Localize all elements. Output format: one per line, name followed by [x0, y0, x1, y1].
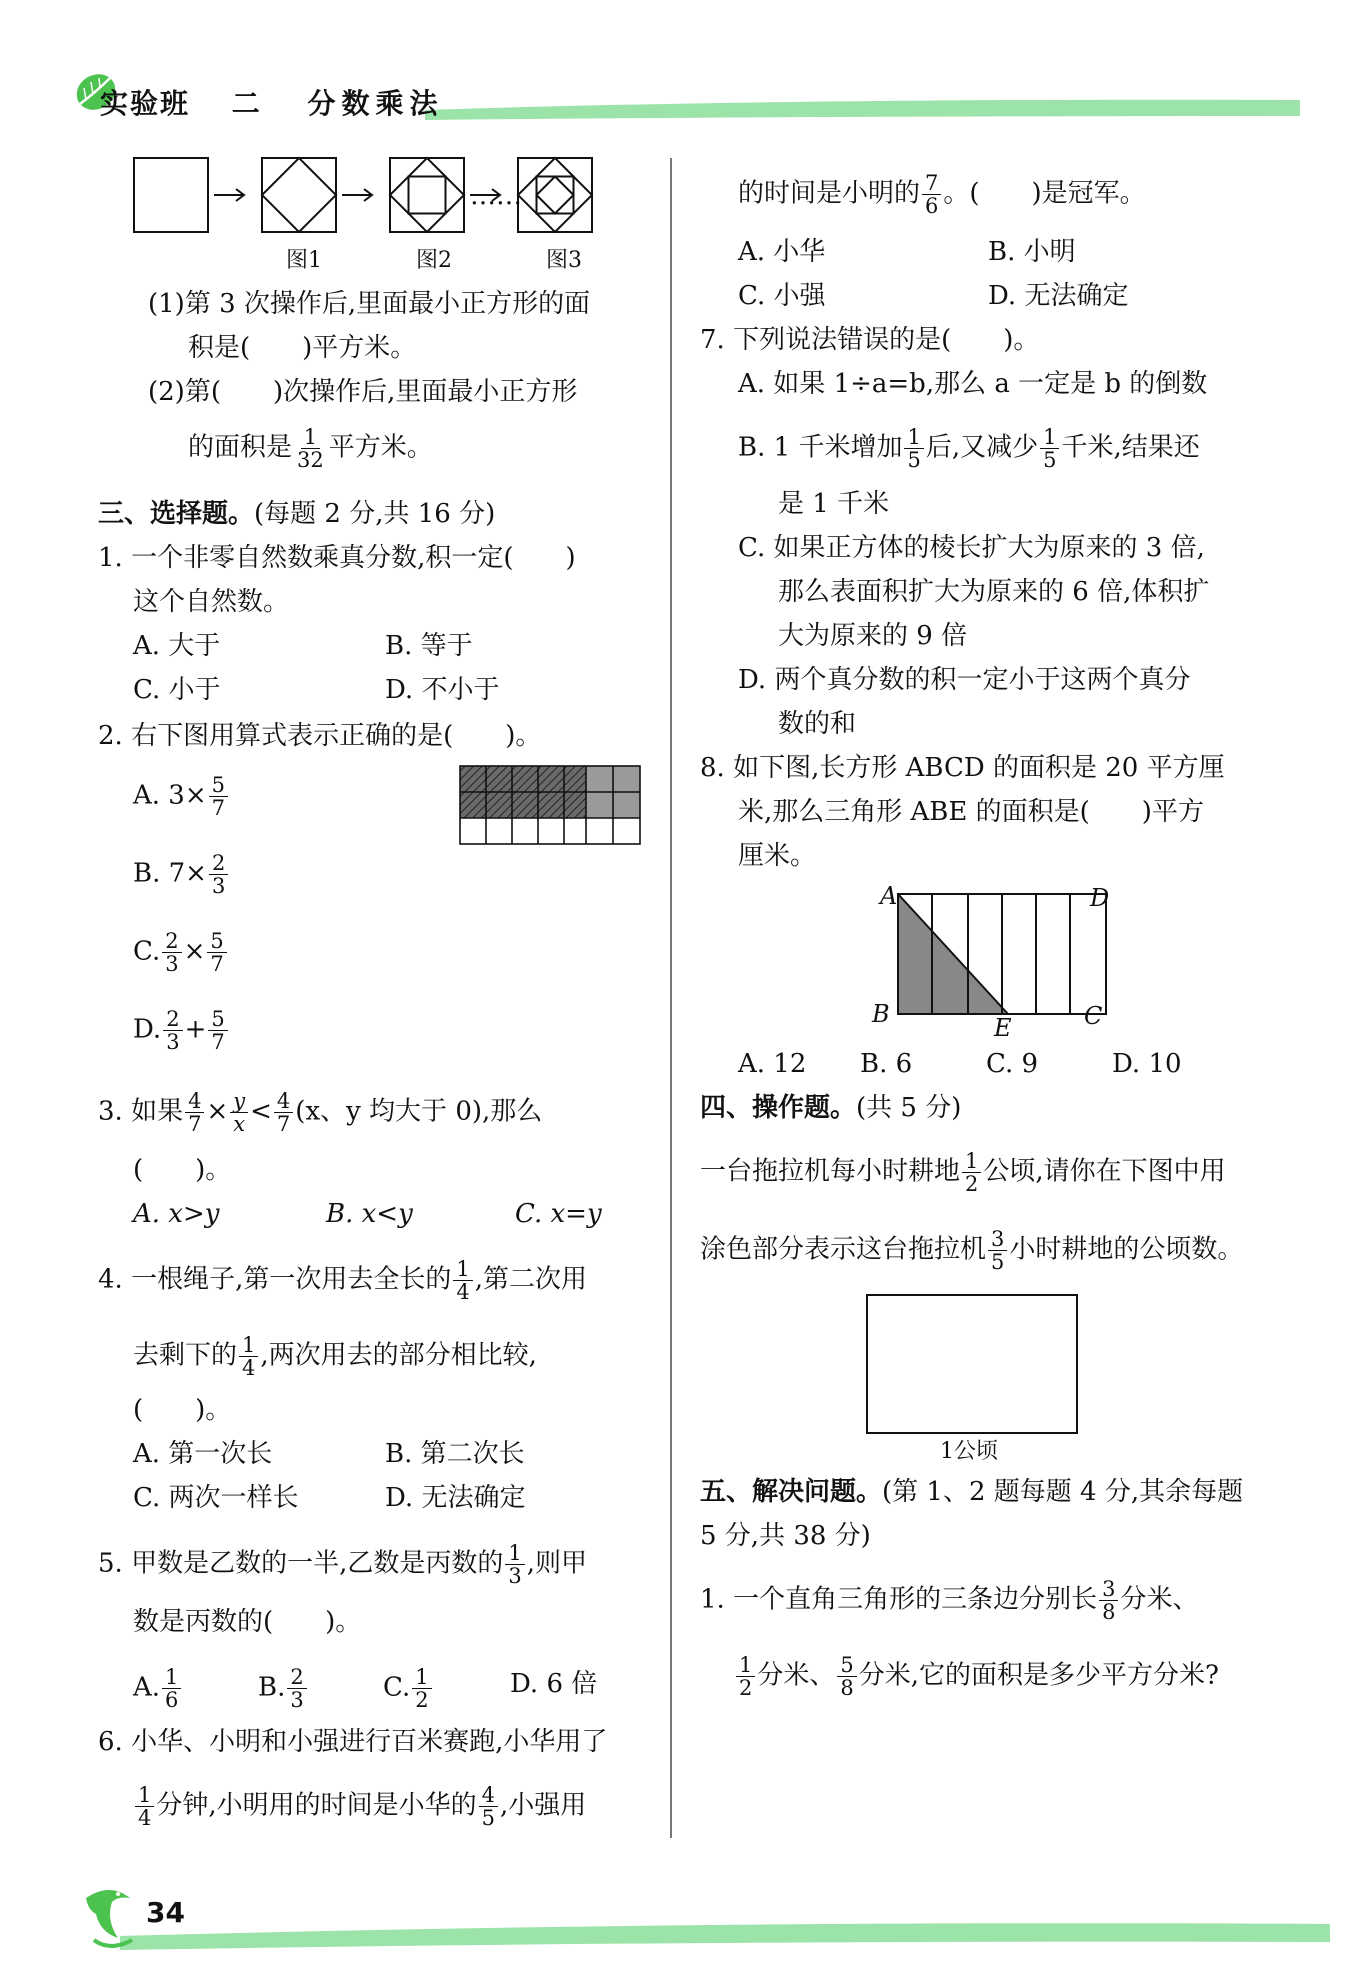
s1-line2: $\frac{1}{2}$ 分米、 $\frac{5}{8}$ 分米,它的面积是多少平方分米?	[734, 1654, 1219, 1699]
q5-option-a: A. $\frac{1}{6}$	[133, 1666, 183, 1711]
q4-line2: 去剩下的 $\frac{1}{4}$ ,两次用去的部分相比较,	[133, 1333, 537, 1380]
op-line2: 涂色部分表示这台拖拉机 $\frac{3}{5}$ 小时耕地的公顷数。	[700, 1227, 1244, 1274]
q8-line2: 米,那么三角形 ABE 的面积是( )平方	[738, 797, 1204, 827]
q5-line1: 5. 甲数是乙数的一半,乙数是丙数的 $\frac{1}{3}$ ,则甲	[98, 1541, 587, 1588]
q2-option-d: D. $\frac{2}{3}$ + $\frac{5}{7}$	[133, 1008, 230, 1053]
q5-option-b: B. $\frac{2}{3}$	[258, 1666, 309, 1711]
q4-option-b: B. 第二次长	[385, 1439, 525, 1469]
q3-option-a: A. x>y	[133, 1199, 220, 1229]
section-5-note: 5 分,共 38 分)	[700, 1521, 871, 1551]
fig-label-2: 图2	[416, 248, 452, 273]
q2-stem: 2. 右下图用算式表示正确的是( )。	[98, 721, 542, 751]
box-label: 1公顷	[940, 1439, 998, 1464]
point-d-label: D	[1090, 884, 1110, 912]
q2-option-c: C. $\frac{2}{3}$ × $\frac{5}{7}$	[133, 930, 229, 975]
q5-option-c: C. $\frac{1}{2}$	[383, 1666, 434, 1711]
question-sq1-line2: 积是( )平方米。	[188, 333, 417, 363]
unit-number: 二	[231, 87, 266, 120]
fraction: $\frac{1}{32}$	[297, 425, 324, 472]
q3-line1: 3. 如果 $\frac{4}{7}$ × $\frac{y}{x}$ < $\frac{4}{7}$ (x、y 均大于 0),那么	[98, 1089, 543, 1136]
q8-option-d: D. 10	[1112, 1049, 1182, 1079]
q4-option-c: C. 两次一样长	[133, 1483, 299, 1513]
q8-option-c: C. 9	[986, 1049, 1039, 1079]
q6-option-d: D. 无法确定	[988, 281, 1129, 311]
nested-squares-figure	[128, 152, 668, 252]
q8-option-b: B. 6	[860, 1049, 913, 1079]
q1-line1: 1. 一个非零自然数乘真分数,积一定( )	[98, 543, 576, 573]
question-sq2-line2: 的面积是 $\frac{1}{32}$ 平方米。	[188, 425, 433, 472]
q3-option-b: B. x<y	[326, 1199, 413, 1229]
q4-line1: 4. 一根绳子,第一次用去全长的 $\frac{1}{4}$ ,第二次用	[98, 1257, 587, 1304]
q2-grid-figure	[458, 764, 648, 848]
q8-line3: 厘米。	[738, 841, 817, 871]
q6-line2: $\frac{1}{4}$ 分钟,小明用的时间是小华的 $\frac{4}{5}$ ,小强用	[133, 1784, 586, 1829]
s1-line1: 1. 一个直角三角形的三条边分别长 $\frac{3}{8}$ 分米、	[700, 1577, 1199, 1624]
q5-line2: 数是丙数的( )。	[133, 1607, 362, 1637]
fig-label-1: 图1	[286, 248, 322, 273]
q6-line1: 6. 小华、小明和小强进行百米赛跑,小华用了	[98, 1727, 608, 1757]
q6-line3: 的时间是小明的 $\frac{7}{6}$ 。( )是冠军。	[738, 171, 1146, 218]
one-hectare-box[interactable]	[866, 1294, 1078, 1434]
q4-option-d: D. 无法确定	[385, 1483, 526, 1513]
chapter-title: 分数乘法	[307, 87, 444, 120]
q1-option-a: A. 大于	[133, 631, 221, 661]
q6-option-b: B. 小明	[988, 237, 1076, 267]
q2-option-b: B. 7× $\frac{2}{3}$	[133, 852, 230, 897]
section-4-heading: 四、操作题。(共 5 分)	[700, 1093, 962, 1123]
point-c-label: C	[1084, 1002, 1103, 1030]
q8-option-a: A. 12	[738, 1049, 807, 1079]
q1-option-c: C. 小于	[133, 675, 221, 705]
page-number: 34	[146, 1896, 185, 1929]
footer-decoration	[0, 1880, 1350, 1962]
page-header	[100, 82, 444, 122]
op-line1: 一台拖拉机每小时耕地 $\frac{1}{2}$ 公顷,请你在下图中用	[700, 1149, 1226, 1196]
q7-option-b-line1: B. 1 千米增加 $\frac{1}{5}$ 后,又减少 $\frac{1}{5}$ 千米,结果还	[738, 425, 1200, 472]
q5-option-d: D. 6 倍	[510, 1669, 598, 1699]
q7-option-c-line3: 大为原来的 9 倍	[778, 621, 968, 651]
q6-option-a: A. 小华	[738, 237, 826, 267]
q4-option-a: A. 第一次长	[133, 1439, 273, 1469]
q2-option-a: A. 3× $\frac{5}{7}$	[133, 774, 230, 819]
q1-option-d: D. 不小于	[385, 675, 500, 705]
q7-option-b-line2: 是 1 千米	[778, 489, 890, 519]
ellipsis: ……	[470, 181, 522, 211]
q7-option-c-line1: C. 如果正方体的棱长扩大为原来的 3 倍,	[738, 533, 1205, 563]
q3-option-c: C. x=y	[515, 1199, 602, 1229]
q7-stem: 7. 下列说法错误的是( )。	[700, 325, 1040, 355]
point-a-label: A	[880, 882, 898, 910]
point-e-label: E	[994, 1014, 1012, 1042]
q7-option-d-line1: D. 两个真分数的积一定小于这两个真分	[738, 665, 1191, 695]
question-sq1-line1: (1)第 3 次操作后,里面最小正方形的面	[148, 289, 591, 319]
q7-option-d-line2: 数的和	[778, 709, 857, 739]
section-3-heading: 三、选择题。(每题 2 分,共 16 分)	[98, 499, 496, 529]
question-sq2-line1: (2)第( )次操作后,里面最小正方形	[148, 377, 578, 407]
q7-option-a: A. 如果 1÷a=b,那么 a 一定是 b 的倒数	[738, 369, 1208, 399]
q1-option-b: B. 等于	[385, 631, 473, 661]
series-title: 实验班	[100, 87, 191, 120]
q4-line3: ( )。	[133, 1395, 232, 1425]
point-b-label: B	[872, 1000, 890, 1028]
q8-line1: 8. 如下图,长方形 ABCD 的面积是 20 平方厘	[700, 753, 1225, 783]
q6-option-c: C. 小强	[738, 281, 826, 311]
column-divider	[670, 158, 672, 1838]
q1-line2: 这个自然数。	[133, 587, 290, 617]
fig-label-3: 图3	[546, 248, 582, 273]
q7-option-c-line2: 那么表面积扩大为原来的 6 倍,体积扩	[778, 577, 1210, 607]
q3-line2: ( )。	[133, 1155, 232, 1185]
section-5-heading: 五、解决问题。(第 1、2 题每题 4 分,其余每题	[700, 1477, 1244, 1507]
